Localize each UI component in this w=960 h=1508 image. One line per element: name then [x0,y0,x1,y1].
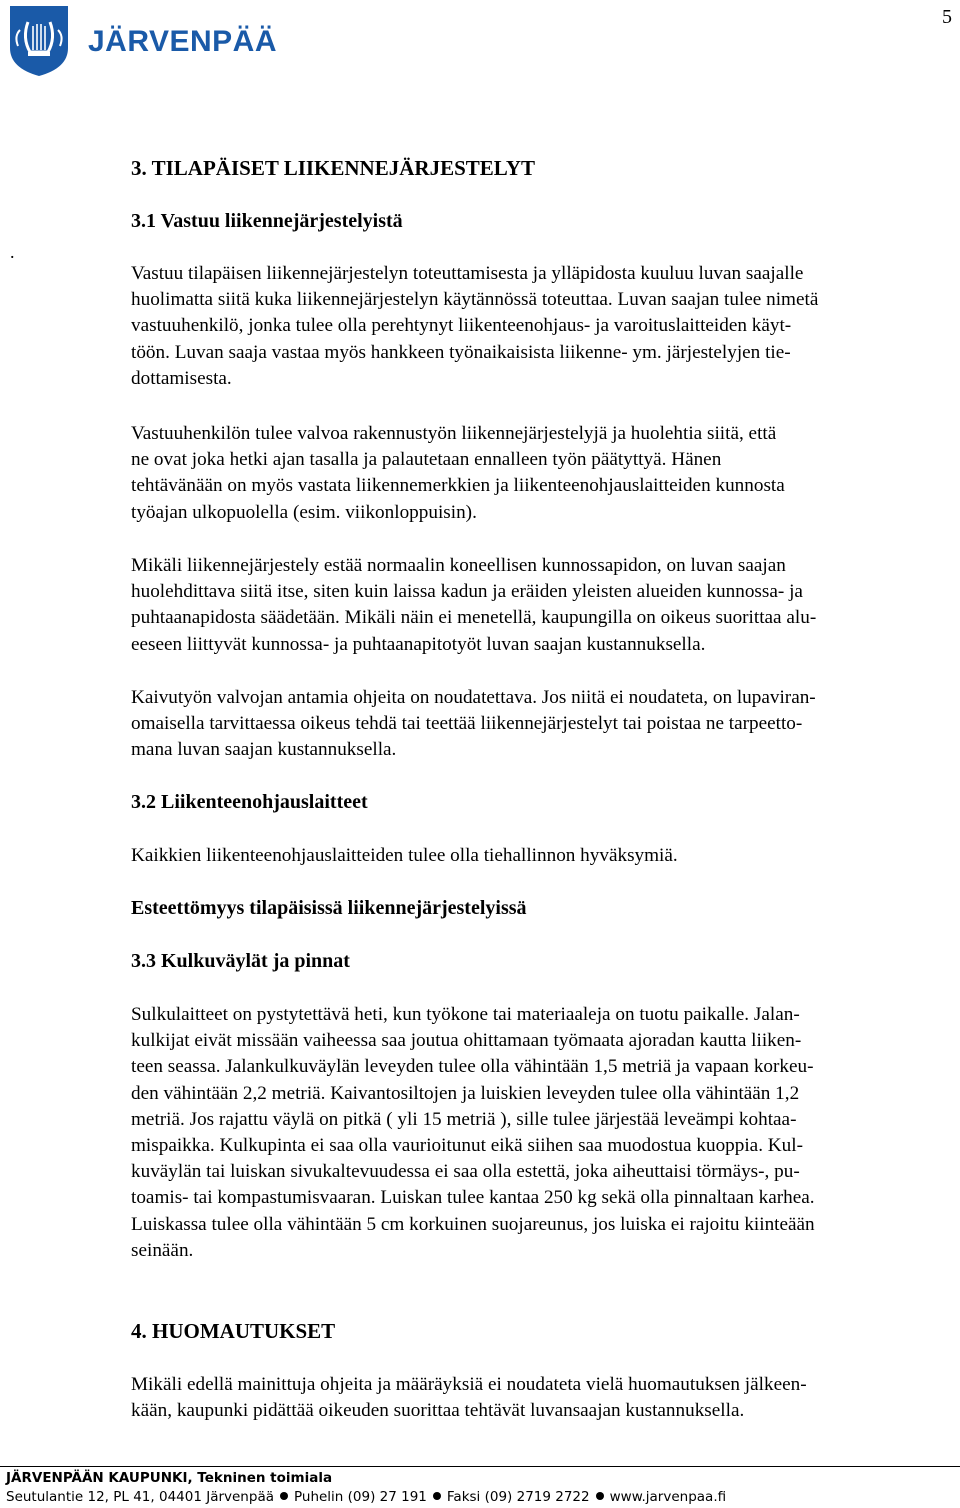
text-line: vastuuhenkilö, jonka tulee olla perehtynyt liikenteenohjaus- ja varoituslaitteiden käyt- [131,315,792,337]
section-3-1-heading: 3.1 Vastuu liikennejärjestelyistä [131,210,403,232]
section-3-2-heading: 3.2 Liikenteenohjauslaitteet [131,791,368,813]
paragraph-responsibility [131,261,955,392]
text-line: dottamisesta. [131,367,232,389]
section-4-heading: 4. HUOMAUTUKSET [131,1319,336,1343]
text-line: mispaikka. Kulkupinta ei saa olla vaurioitunut eikä siihen saa muodostua kuoppia. Kul- [131,1135,803,1157]
text-line: eeseen liittyvät kunnossa- ja puhtaanapitotyöt luvan saajan kustannuksella. [131,633,706,655]
footer-fax: Faksi (09) 2719 2722 [446,1489,590,1505]
text-line: kulkijat eivät missään vaiheessa saa joutua ohittamaan työmaata ajoradan kautta liiken- [131,1030,802,1052]
bullet-icon [596,1492,604,1500]
footer-phone: Puhelin (09) 27 191 [293,1489,427,1505]
logo-text: JÄRVENPÄÄ [88,25,277,58]
paragraph-walkways [131,1002,955,1264]
section-3-3-heading: 3.3 Kulkuväylät ja pinnat [131,950,350,972]
paragraph-maintenance [131,553,955,658]
text-line: kuväylän tai luiskan sivukaltevuudessa ei saa olla estettä, joka aiheuttaisi törmäys-, pu- [131,1161,800,1183]
text-line: ne ovat joka hetki ajan tasalla ja palautetaan ennalleen työn päätyttyä. Hänen [131,449,722,471]
text-line: kään, kaupunki pidättää oikeuden suorittaa tehtävät luvansaajan kustannuksella. [131,1400,745,1422]
text-line: seinään. [131,1239,194,1261]
text-line: Mikäli liikennejärjestely estää normaalin koneellisen kunnossapidon, on luvan saajan [131,555,786,576]
text-line: metriä. Jos rajattu väylä on pitkä ( yli 15 metriä ), sille tulee järjestää leveämpi kohtaa- [131,1108,797,1130]
accessibility-heading: Esteettömyys tilapäisissä liikennejärjestelyissä [131,897,527,919]
text-line: Vastuuhenkilön tulee valvoa rakennustyön liikennejärjestelyjä ja huolehtia siitä, että [131,423,777,444]
text-line: puhtaanapidosta säädetään. Mikäli näin ei menetellä, kaupungilla on oikeus suorittaa alu- [131,607,817,629]
text-line: tehtävänään on myös vastata liikennemerkkien ja liikenteenohjauslaitteiden kunnosta [131,475,785,497]
text-line: työajan ulkopuolella (esim. viikonloppuisin). [131,501,477,523]
text-line: den vähintään 2,2 metriä. Kaivantosiltojen ja luiskien leveyden tulee olla vähintään 1,2 [131,1082,800,1104]
page-number: 5 [942,6,952,28]
footer-address: Seutulantie 12, PL 41, 04401 Järvenpää [6,1489,274,1505]
section-3-heading: 3. TILAPÄISET LIIKENNEJÄRJESTELYT [131,156,536,180]
text-line: Mikäli edellä mainittuja ohjeita ja määräyksiä ei noudateta vielä huomautuksen jälkeen- [131,1374,807,1395]
text-line: toamis- tai kompastumisvaaran. Luiskan tulee kantaa 250 kg sekä olla pinnaltaan karhea. [131,1187,815,1209]
margin-mark: . [10,242,15,262]
footer-divider [0,1466,960,1467]
bullet-icon [433,1492,441,1500]
text-line: Kaikkien liikenteenohjauslaitteiden tulee olla tiehallinnon hyväksymiä. [131,845,678,866]
footer-contact [6,1489,726,1505]
bullet-icon [280,1492,288,1500]
text-line: huolimatta siitä kuka liikennejärjestelyn käytännössä toteuttaa. Luvan saajan tulee nimetä [131,289,819,311]
paragraph-instructions [131,685,955,764]
text-line: mana luvan saajan kustannuksella. [131,739,397,761]
paragraph-notices [131,1372,955,1424]
text-line: Vastuu tilapäisen liikennejärjestelyn toteuttamisesta ja ylläpidosta kuuluu luvan saajalle [131,263,804,284]
paragraph-traffic-devices [131,843,955,869]
text-line: teen seassa. Jalankulkuväylän leveyden tulee olla vähintään 1,5 metriä ja vapaan korkeu- [131,1056,814,1078]
jarvenpaa-logo [6,4,277,78]
paragraph-supervisor [131,421,955,526]
text-line: Luiskassa tulee olla vähintään 5 cm korkuinen suojareunus, jos luiska ei rajoitu kiinteään [131,1213,815,1235]
text-line: omaisella tarvittaessa oikeus tehdä tai teettää liikennejärjestelyt tai poistaa ne tarpeetto- [131,713,803,735]
text-line: Kaivutyön valvojan antamia ohjeita on noudatettava. Jos niitä ei noudateta, on lupaviran- [131,687,816,708]
text-line: huolehdittava siitä itse, siten kuin laissa kadun ja eräiden yleisten alueiden kunnossa- ja [131,581,803,603]
coat-of-arms-icon [6,4,277,78]
footer-organization: JÄRVENPÄÄN KAUPUNKI, Tekninen toimiala [6,1470,333,1486]
text-line: Sulkulaitteet on pystytettävä heti, kun työkone tai materiaaleja on tuotu paikalle. Jalan- [131,1004,800,1025]
text-line: töön. Luvan saaja vastaa myös hankkeen työnaikaisista liikenne- ym. järjestelyjen tie- [131,341,791,363]
footer-website-link[interactable]: www.jarvenpaa.fi [609,1489,727,1505]
